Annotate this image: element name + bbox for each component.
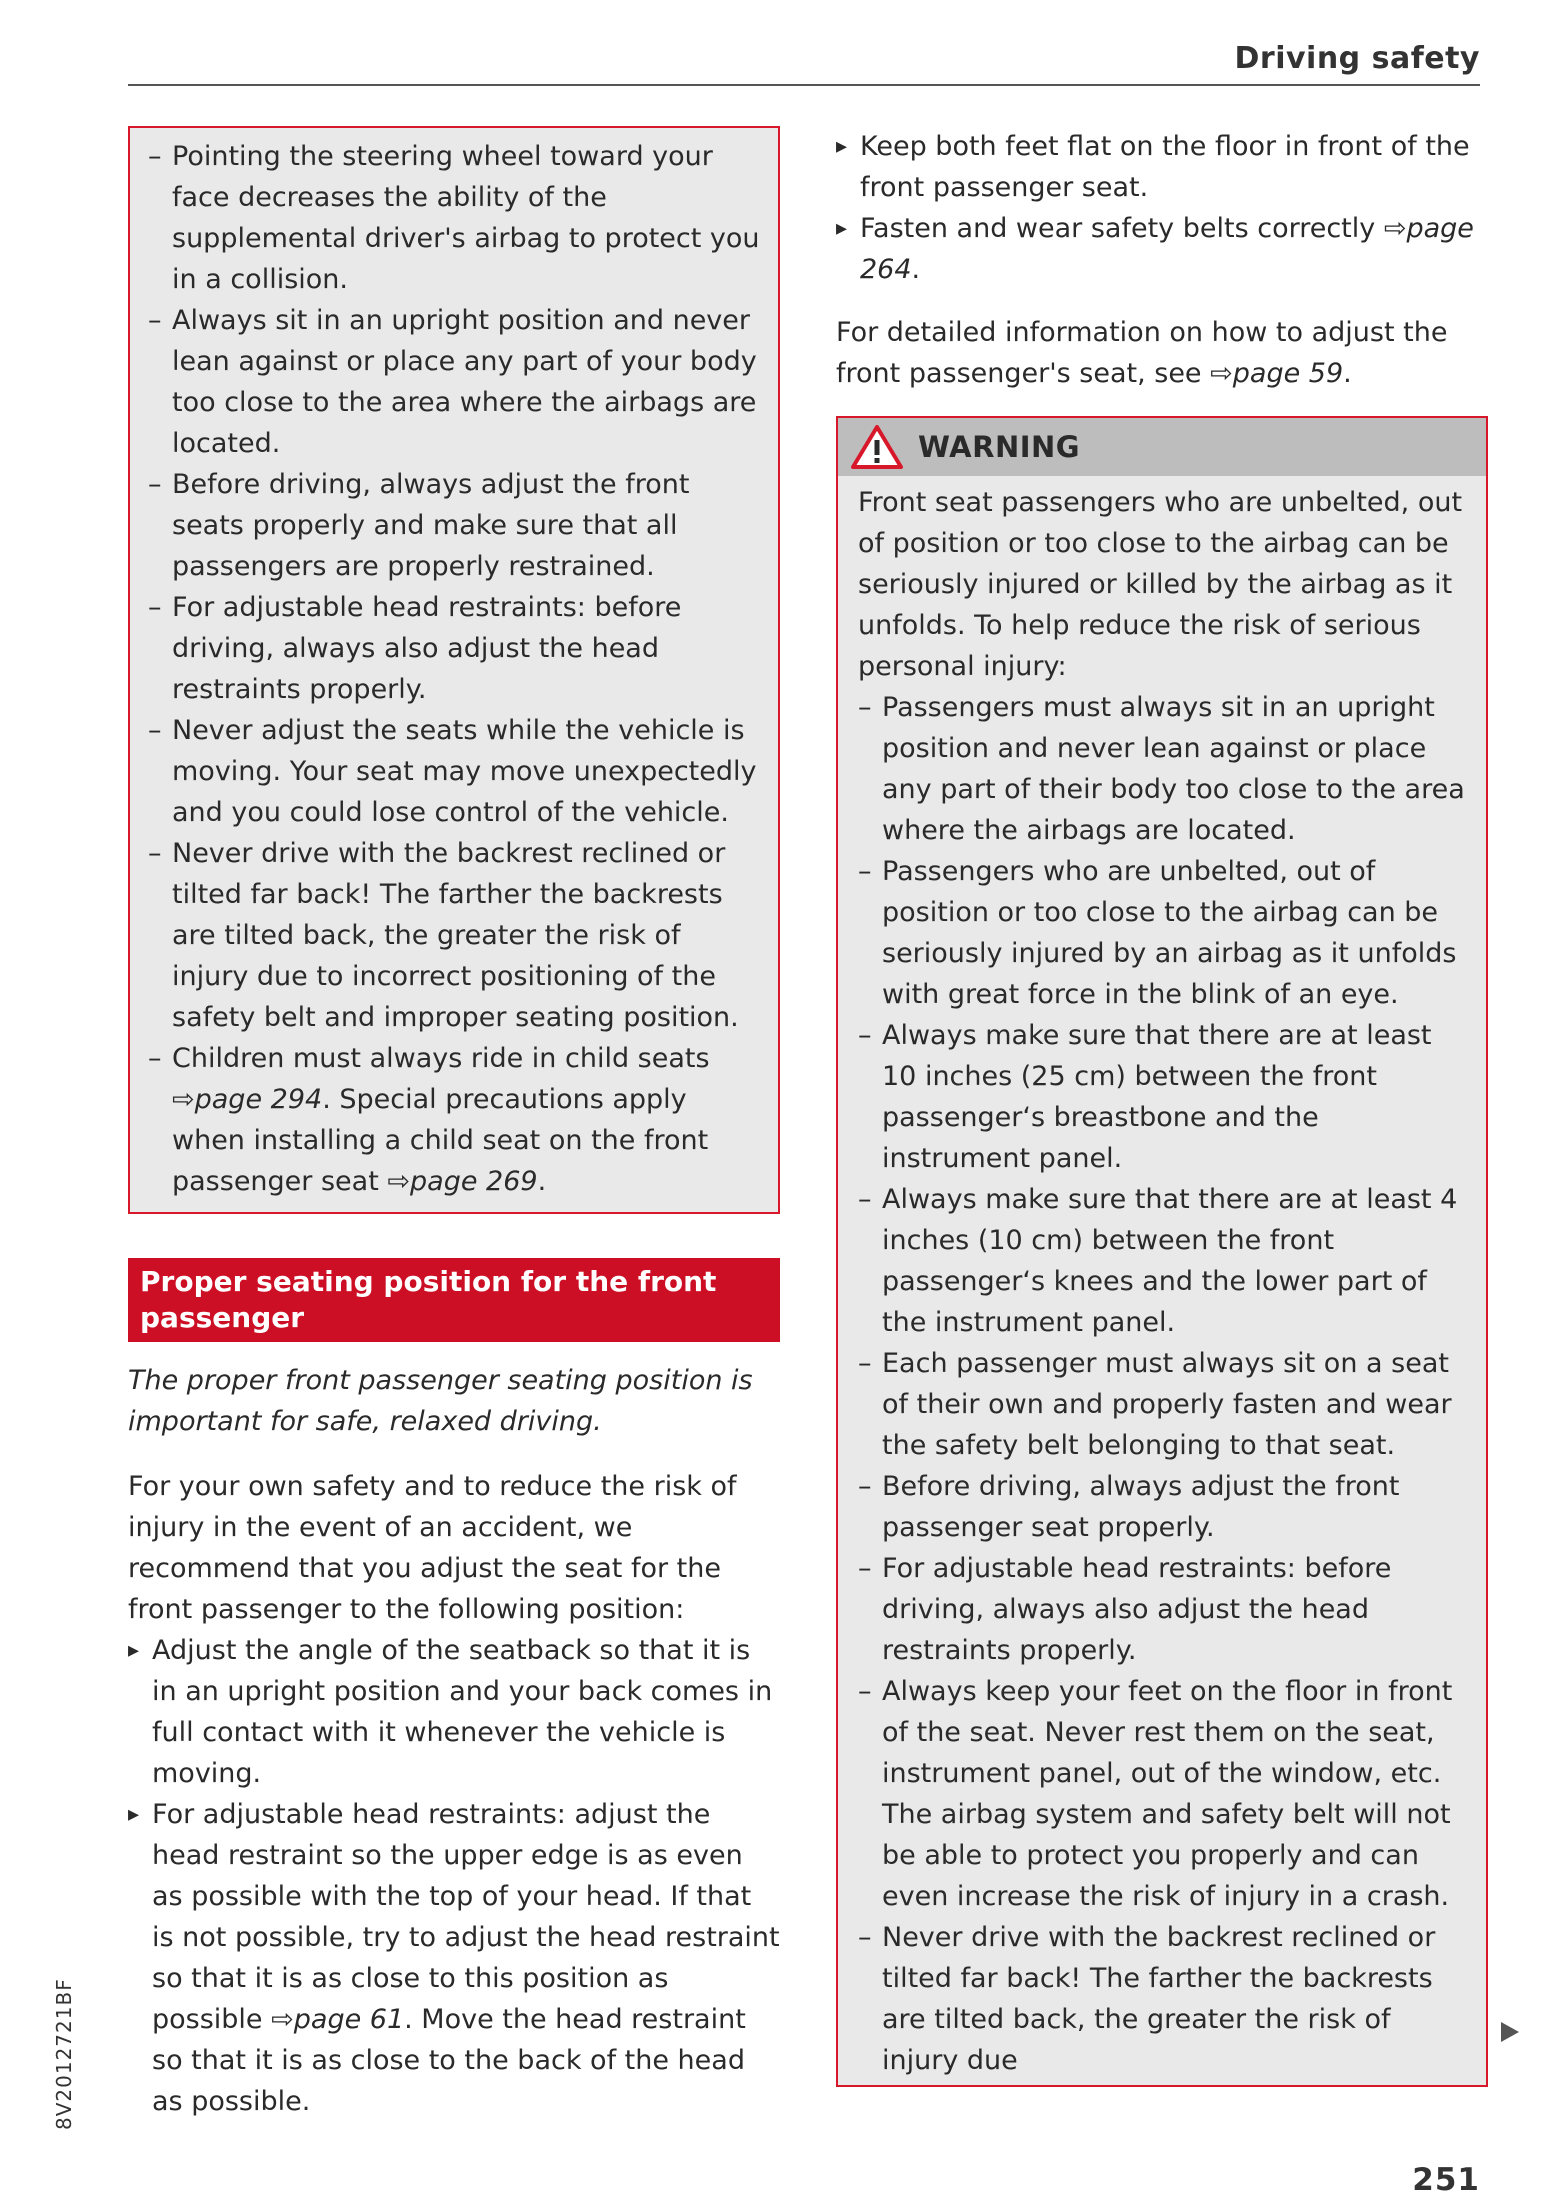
section-heading: Proper seating position for the front passenger [128, 1258, 780, 1342]
item-text: . Move the head restraint so that it is as close to the back of the head as possible. [152, 2004, 746, 2117]
warning-item: – Passengers must always sit in an upright position and never lean against or place any part of their body too close to the area where the airbags are located. [858, 687, 1468, 851]
instruction-item [128, 1794, 780, 2122]
warning-item: – For adjustable head restraints: before driving, always also adjust the head restraints properly. [858, 1548, 1468, 1671]
warning-item: – Always make sure that there are at least 4 inches (10 cm) between the front passenger‘s knees and the lower part of the instrument panel. [858, 1179, 1468, 1343]
safety-notes-list [148, 136, 760, 1202]
detail-text: For detailed information on how to adjust the front passenger's seat, see [836, 317, 1448, 389]
instruction-item: ▸ Keep both feet flat on the floor in front of the front passenger seat. [836, 126, 1488, 208]
list-item: – For adjustable head restraints: before driving, always also adjust the head restraints properly. [148, 587, 760, 710]
list-item: – Before driving, always adjust the front seats properly and make sure that all passengers are properly restrained. [148, 464, 760, 587]
header-divider [128, 84, 1480, 86]
warning-intro: Front seat passengers who are unbelted, out of position or too close to the airbag can be seriously injured or killed by the airbag as it unfolds. To help reduce the risk of serious personal injury: [858, 487, 1463, 682]
warning-list [858, 687, 1468, 2081]
warning-item: – Before driving, always adjust the front passenger seat properly. [858, 1466, 1468, 1548]
instruction-item: ▸ Adjust the angle of the seatback so that it is in an upright position and your back comes in full contact with it whenever the vehicle is moving. [128, 1630, 780, 1794]
page-reference-link[interactable]: ⇨page 61 [271, 2004, 405, 2035]
item-text: Fasten and wear safety belts correctly [860, 213, 1376, 244]
right-column [836, 126, 1488, 2087]
warning-triangle-icon [850, 424, 904, 470]
safety-notes-box [128, 126, 780, 1214]
list-item: – Pointing the steering wheel toward your face decreases the ability of the supplemental driver's airbag to protect you in a collision. [148, 136, 760, 300]
item-text: . [537, 1166, 547, 1197]
warning-item: – Never drive with the backrest reclined or tilted far back! The farther the backrests are tilted back, the greater the risk of injury due [858, 1917, 1468, 2081]
running-header-title: Driving safety [1234, 41, 1480, 76]
page-reference-link[interactable]: ⇨page 59 [1210, 358, 1344, 389]
warning-body [838, 476, 1486, 2085]
page-reference-link[interactable]: ⇨page 269 [387, 1166, 538, 1197]
warning-item: – Always make sure that there are at least 10 inches (25 cm) between the front passenger‘s breastbone and the instrument panel. [858, 1015, 1468, 1179]
item-text: . [911, 254, 921, 285]
section-intro: The proper front passenger seating position is important for safe, relaxed driving. [128, 1365, 753, 1437]
left-column [128, 126, 780, 2122]
warning-item: – Each passenger must always sit on a seat of their own and properly fasten and wear the safety belt belonging to that seat. [858, 1343, 1468, 1466]
item-text: . Special precautions apply when installing a child seat on the front passenger seat [172, 1084, 709, 1197]
section-body: For your own safety and to reduce the risk of injury in the event of an accident, we recommend that you adjust the seat for the front passenger to the following position: [128, 1471, 737, 1625]
continue-arrow-icon [1499, 2020, 1521, 2048]
detail-end: . [1343, 358, 1352, 389]
page-reference-link[interactable]: ⇨page 294 [172, 1084, 323, 1115]
page-number: 251 [1412, 2162, 1480, 2198]
instruction-item [836, 208, 1488, 290]
page-reference-link[interactable]: ⇨page 264 [860, 213, 1474, 285]
warning-box [836, 416, 1488, 2087]
detail-paragraph [836, 312, 1488, 394]
instruction-list [836, 126, 1488, 290]
item-text: Children must always ride in child seats [172, 1043, 710, 1074]
list-item: – Always sit in an upright position and never lean against or place any part of your body too close to the area where the airbags are located. [148, 300, 760, 464]
warning-item: – Passengers who are unbelted, out of position or too close to the airbag can be seriously injured by an airbag as it unfolds with great force in the blink of an eye. [858, 851, 1468, 1015]
warning-header [838, 418, 1486, 476]
warning-item: – Always keep your feet on the floor in front of the seat. Never rest them on the seat, instrument panel, out of the window, etc. The airbag system and safety belt will not be able to protect you properly and can even increase the risk of injury in a crash. [858, 1671, 1468, 1917]
warning-title: WARNING [918, 430, 1081, 464]
list-item [148, 1038, 760, 1202]
list-item: – Never drive with the backrest reclined or tilted far back! The farther the backrests are tilted back, the greater the risk of injury due to incorrect positioning of the safety belt and improper seating position. [148, 833, 760, 1038]
item-text: For adjustable head restraints: adjust the head restraint so the upper edge is as even as possible with the top of your head. If that is not possible, try to adjust the head restraint so that it is as close to this position as possible [152, 1799, 780, 2035]
document-code: 8V2012721BF [52, 1978, 76, 2130]
instruction-list [128, 1630, 780, 2122]
list-item: – Never adjust the seats while the vehicle is moving. Your seat may move unexpectedly and you could lose control of the vehicle. [148, 710, 760, 833]
